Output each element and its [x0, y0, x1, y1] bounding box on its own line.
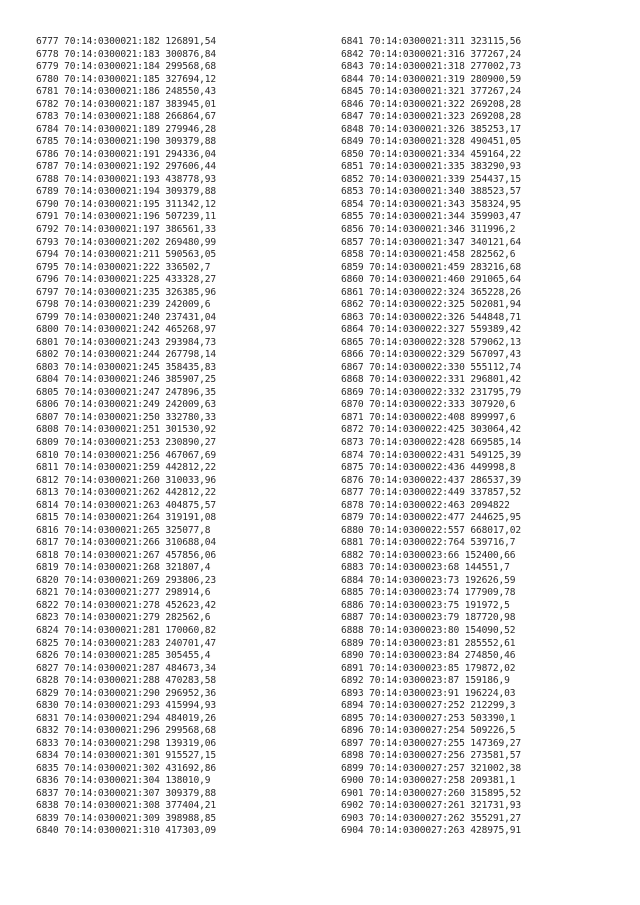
- table-row: 6861 70:14:0300022:324 365228,26: [341, 286, 522, 298]
- table-row: 6832 70:14:0300021:296 299568,68: [36, 725, 217, 737]
- table-row: 6839 70:14:0300021:309 398988,85: [36, 812, 217, 824]
- table-row: 6889 70:14:0300023:81 285552,61: [341, 637, 516, 649]
- table-row: 6798 70:14:0300021:239 242009,6: [36, 299, 211, 311]
- table-row: 6819 70:14:0300021:268 321807,4: [36, 562, 211, 574]
- table-row: 6866 70:14:0300022:329 567097,43: [341, 349, 522, 361]
- table-row: 6831 70:14:0300021:294 484019,26: [36, 712, 217, 724]
- table-row: 6854 70:14:0300021:343 358324,95: [341, 198, 522, 210]
- table-row: 6842 70:14:0300021:316 377267,24: [341, 48, 522, 60]
- table-row: 6848 70:14:0300021:326 385253,17: [341, 123, 522, 135]
- table-row: 6859 70:14:0300021:459 283216,68: [341, 261, 522, 273]
- table-row: 6811 70:14:0300021:259 442812,22: [36, 462, 217, 474]
- table-row: 6791 70:14:0300021:196 507239,11: [36, 211, 217, 223]
- table-row: 6872 70:14:0300022:425 303064,42: [341, 424, 522, 436]
- table-row: 6885 70:14:0300023:74 177909,78: [341, 587, 516, 599]
- table-row: 6858 70:14:0300021:458 282562,6: [341, 249, 516, 261]
- table-row: 6869 70:14:0300022:332 231795,79: [341, 386, 522, 398]
- table-row: 6867 70:14:0300022:330 555112,74: [341, 361, 522, 373]
- table-row: 6807 70:14:0300021:250 332780,33: [36, 411, 217, 423]
- table-row: 6826 70:14:0300021:285 305455,4: [36, 650, 211, 662]
- table-row: 6876 70:14:0300022:437 286537,39: [341, 474, 522, 486]
- table-row: 6878 70:14:0300022:463 2094822: [341, 499, 510, 511]
- table-row: 6883 70:14:0300023:68 144551,7: [341, 562, 510, 574]
- table-row: 6893 70:14:0300023:91 196224,03: [341, 687, 516, 699]
- table-row: 6779 70:14:0300021:184 299568,68: [36, 61, 217, 73]
- table-row: 6873 70:14:0300022:428 669585,14: [341, 437, 522, 448]
- table-row: 6781 70:14:0300021:186 248550,43: [36, 86, 217, 98]
- table-row: 6806 70:14:0300021:249 242009,63: [36, 399, 217, 411]
- table-row: 6838 70:14:0300021:308 377404,21: [36, 800, 217, 812]
- table-row: 6782 70:14:0300021:187 383945,01: [36, 98, 217, 110]
- table-row: 6881 70:14:0300022:764 539716,7: [341, 537, 516, 549]
- table-row: 6830 70:14:0300021:293 415994,93: [36, 700, 217, 712]
- table-row: 6900 70:14:0300027:258 209381,1: [341, 775, 516, 787]
- table-row: 6799 70:14:0300021:240 237431,04: [36, 311, 217, 323]
- table-row: 6786 70:14:0300021:191 294336,04: [36, 148, 217, 160]
- table-row: 6808 70:14:0300021:251 301530,92: [36, 424, 217, 436]
- table-row: 6882 70:14:0300023:66 152400,66: [341, 549, 516, 561]
- table-row: 6787 70:14:0300021:192 297606,44: [36, 161, 217, 173]
- table-row: 6785 70:14:0300021:190 309379,88: [36, 136, 217, 148]
- table-row: 6780 70:14:0300021:185 327694,12: [36, 73, 217, 85]
- table-row: 6829 70:14:0300021:290 296952,36: [36, 687, 217, 699]
- table-row: 6875 70:14:0300022:436 449998,8: [341, 462, 516, 474]
- table-row: 6868 70:14:0300022:331 296801,42: [341, 374, 522, 386]
- table-row: 6891 70:14:0300023:85 179872,02: [341, 662, 516, 674]
- table-row: 6884 70:14:0300023:73 192626,59: [341, 574, 516, 586]
- table-row: 6897 70:14:0300027:255 147369,27: [341, 737, 522, 749]
- table-row: 6790 70:14:0300021:195 311342,12: [36, 198, 217, 210]
- table-row: 6840 70:14:0300021:310 417303,09: [36, 825, 217, 837]
- table-row: 6815 70:14:0300021:264 319191,08: [36, 512, 217, 524]
- table-row: 6870 70:14:0300022:333 307920,6: [341, 399, 516, 411]
- table-row: 6892 70:14:0300023:87 159186,9: [341, 675, 510, 687]
- table-row: 6797 70:14:0300021:235 326385,96: [36, 286, 217, 298]
- table-row: 6784 70:14:0300021:189 279946,28: [36, 123, 217, 135]
- table-row: 6863 70:14:0300022:326 544848,71: [341, 311, 522, 323]
- table-row: 6824 70:14:0300021:281 170060,82: [36, 624, 217, 636]
- table-row: 6899 70:14:0300027:257 321002,38: [341, 762, 522, 774]
- table-row: 6816 70:14:0300021:265 325077,8: [36, 524, 211, 536]
- table-row: 6788 70:14:0300021:193 438778,93: [36, 173, 217, 185]
- table-row: 6894 70:14:0300027:252 212299,3: [341, 700, 516, 712]
- table-row: 6833 70:14:0300021:298 139319,06: [36, 737, 217, 749]
- table-row: 6813 70:14:0300021:262 442812,22: [36, 487, 217, 499]
- table-row: 6817 70:14:0300021:266 310688,04: [36, 537, 217, 549]
- table-row: 6795 70:14:0300021:222 336502,7: [36, 261, 211, 273]
- table-row: 6812 70:14:0300021:260 310033,96: [36, 474, 217, 486]
- table-row: 6789 70:14:0300021:194 309379,88: [36, 186, 217, 198]
- table-row: 6880 70:14:0300022:557 668017,02: [341, 524, 522, 536]
- table-row: 6860 70:14:0300021:460 291065,64: [341, 274, 522, 286]
- table-row: 6810 70:14:0300021:256 467067,69: [36, 449, 217, 461]
- table-row: 6800 70:14:0300021:242 465268,97: [36, 324, 217, 336]
- table-row: 6895 70:14:0300027:253 503390,1: [341, 712, 516, 724]
- table-row: 6901 70:14:0300027:260 315895,52: [341, 787, 522, 799]
- table-row: 6814 70:14:0300021:263 404875,57: [36, 499, 217, 511]
- table-row: 6879 70:14:0300022:477 244625,95: [341, 512, 522, 524]
- table-row: 6857 70:14:0300021:347 340121,64: [341, 236, 522, 248]
- table-row: 6902 70:14:0300027:261 321731,93: [341, 800, 522, 812]
- table-row: 6778 70:14:0300021:183 300876,84: [36, 48, 217, 60]
- table-row: 6821 70:14:0300021:277 298914,6: [36, 587, 211, 599]
- table-row: 6890 70:14:0300023:84 274850,46: [341, 650, 516, 662]
- table-row: 6809 70:14:0300021:253 230890,27: [36, 437, 217, 448]
- table-row: 6852 70:14:0300021:339 254437,15: [341, 173, 522, 185]
- table-row: 6847 70:14:0300021:323 269208,28: [341, 111, 522, 123]
- table-row: 6904 70:14:0300027:263 428975,91: [341, 825, 522, 837]
- table-row: 6823 70:14:0300021:279 282562,6: [36, 612, 211, 624]
- table-row: 6846 70:14:0300021:322 269208,28: [341, 98, 522, 110]
- table-row: 6793 70:14:0300021:202 269480,99: [36, 236, 217, 248]
- table-row: 6837 70:14:0300021:307 309379,88: [36, 787, 217, 799]
- table-row: 6792 70:14:0300021:197 386561,33: [36, 223, 217, 235]
- table-row: 6849 70:14:0300021:328 490451,05: [341, 136, 522, 148]
- table-row: 6843 70:14:0300021:318 277002,73: [341, 61, 522, 73]
- table-row: 6794 70:14:0300021:211 590563,05: [36, 249, 217, 261]
- table-row: 6855 70:14:0300021:344 359903,47: [341, 211, 522, 223]
- table-row: 6856 70:14:0300021:346 311996,2: [341, 223, 516, 235]
- table-row: 6825 70:14:0300021:283 240701,47: [36, 637, 217, 649]
- table-row: 6845 70:14:0300021:321 377267,24: [341, 86, 522, 98]
- table-row: 6851 70:14:0300021:335 383290,93: [341, 161, 522, 173]
- table-row: 6844 70:14:0300021:319 280900,59: [341, 73, 522, 85]
- table-row: 6827 70:14:0300021:287 484673,34: [36, 662, 217, 674]
- table-row: 6803 70:14:0300021:245 358435,83: [36, 361, 217, 373]
- table-row: 6805 70:14:0300021:247 247896,35: [36, 386, 217, 398]
- table-row: 6796 70:14:0300021:225 433328,27: [36, 274, 217, 286]
- table-row: 6865 70:14:0300022:328 579062,13: [341, 336, 522, 348]
- table-row: 6835 70:14:0300021:302 431692,86: [36, 762, 217, 774]
- table-row: 6877 70:14:0300022:449 337857,52: [341, 487, 522, 499]
- table-row: 6850 70:14:0300021:334 459164,22: [341, 148, 522, 160]
- table-row: 6828 70:14:0300021:288 470283,58: [36, 675, 217, 687]
- table-row: 6862 70:14:0300022:325 502081,94: [341, 299, 522, 311]
- table-row: 6887 70:14:0300023:79 187720,98: [341, 612, 516, 624]
- table-row: 6804 70:14:0300021:246 385907,25: [36, 374, 217, 386]
- table-row: 6820 70:14:0300021:269 293806,23: [36, 574, 217, 586]
- table-row: 6874 70:14:0300022:431 549125,39: [341, 449, 522, 461]
- table-row: 6853 70:14:0300021:340 388523,57: [341, 186, 522, 198]
- table-row: 6898 70:14:0300027:256 273581,57: [341, 750, 522, 762]
- table-row: 6783 70:14:0300021:188 266864,67: [36, 111, 217, 123]
- left-column: [36, 36, 216, 838]
- table-row: 6802 70:14:0300021:244 267798,14: [36, 349, 217, 361]
- table-row: 6822 70:14:0300021:278 452623,42: [36, 599, 217, 611]
- table-row: 6888 70:14:0300023:80 154090,52: [341, 624, 516, 636]
- table-row: 6886 70:14:0300023:75 191972,5: [341, 599, 510, 611]
- table-row: 6801 70:14:0300021:243 293984,73: [36, 336, 217, 348]
- table-row: 6834 70:14:0300021:301 915527,15: [36, 750, 217, 762]
- table-row: 6903 70:14:0300027:262 355291,27: [341, 812, 522, 824]
- table-row: 6896 70:14:0300027:254 509226,5: [341, 725, 516, 737]
- right-column: [341, 36, 521, 838]
- table-row: 6871 70:14:0300022:408 899997,6: [341, 411, 516, 423]
- table-row: 6777 70:14:0300021:182 126891,54: [36, 36, 217, 47]
- table-row: 6841 70:14:0300021:311 323115,56: [341, 36, 522, 47]
- table-row: 6864 70:14:0300022:327 559389,42: [341, 324, 522, 336]
- table-row: 6818 70:14:0300021:267 457856,06: [36, 549, 217, 561]
- table-row: 6836 70:14:0300021:304 138010,9: [36, 775, 211, 787]
